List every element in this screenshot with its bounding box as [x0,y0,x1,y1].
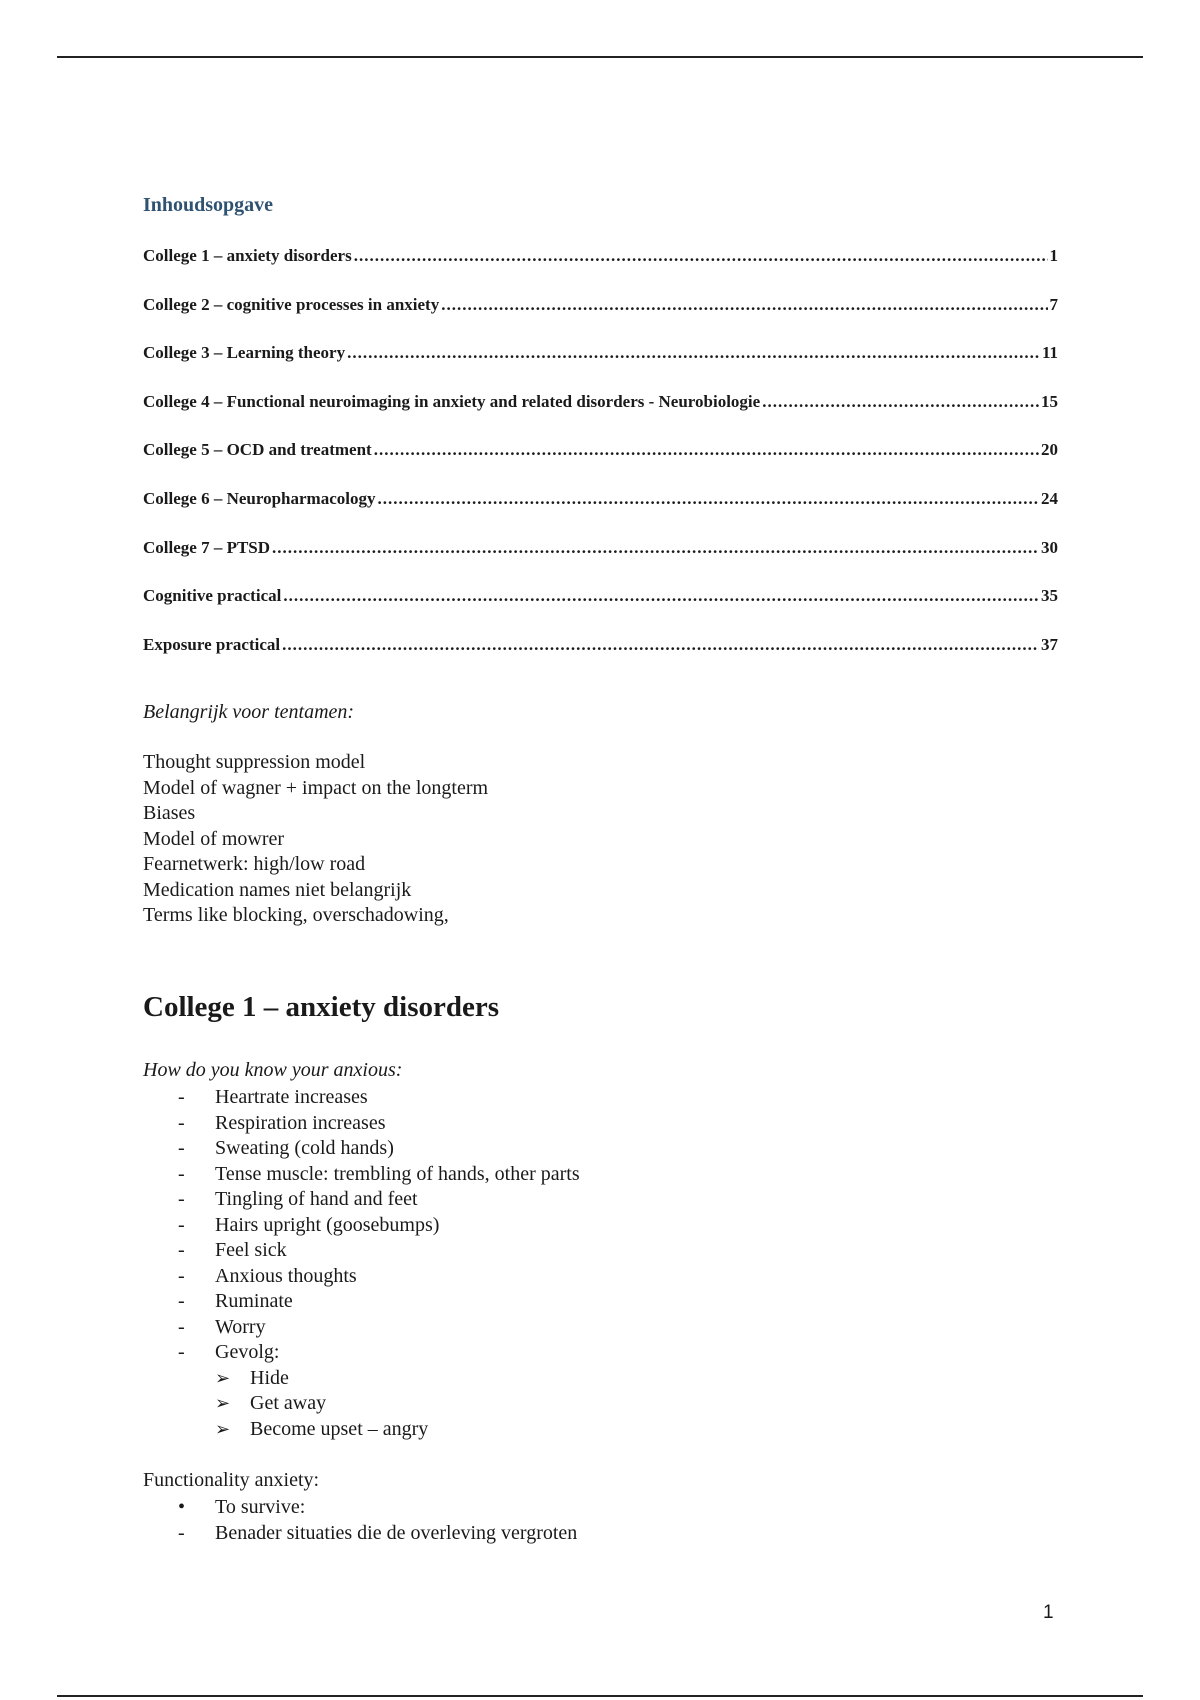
toc-dot-leader [282,633,1039,657]
toc-entry-label: College 2 – cognitive processes in anxiety [143,294,440,314]
toc-dot-leader [374,438,1039,462]
toc-entry-label: College 5 – OCD and treatment [143,440,372,460]
toc-dot-leader [762,390,1039,414]
list-item-text: Ruminate [215,1290,293,1312]
toc-entry[interactable] [143,244,1058,268]
toc-dot-leader [354,244,1048,268]
toc-entry-label: College 1 – anxiety disorders [143,246,352,265]
toc-entry[interactable] [143,341,1058,365]
list-item-text: To survive: [215,1496,306,1518]
toc-entry-label: College 4 – Functional neuroimaging in anxiety and related disorders - Neurobiologie [143,391,761,411]
symptoms-heading: How do you know your anxious: [143,1059,403,1081]
list-item [178,1213,580,1239]
list-item-text: Heartrate increases [215,1086,368,1108]
list-item-text: Hairs upright (goosebumps) [215,1213,440,1236]
toc-entry-label: College 6 – Neuropharmacology [143,488,376,508]
list-item [178,1289,580,1315]
toc-dot-leader [347,341,1040,365]
dash-bullet: - [178,1239,185,1261]
consequence-list [215,1366,580,1443]
dash-bullet: - [178,1213,185,1236]
list-item [178,1111,580,1137]
dash-bullet: - [178,1188,185,1210]
dash-bullet: - [178,1162,185,1185]
arrow-bullet-icon: ➢ [215,1393,231,1413]
toc-entry[interactable] [143,584,1058,608]
list-item [178,1238,580,1264]
list-item-text: Respiration increases [215,1111,386,1134]
list-item [215,1366,580,1392]
exam-note-item: Medication names niet belangrijk [143,878,412,901]
toc-entry-page: 20 [1041,440,1058,460]
list-item-text: Feel sick [215,1239,287,1261]
dash-bullet: - [178,1086,185,1108]
toc-dot-leader [283,584,1039,608]
exam-note-item: Model of wagner + impact on the longterm [143,776,489,799]
toc-entry-page: 15 [1041,391,1058,411]
list-item [178,1340,580,1442]
list-item-text: Anxious thoughts [215,1264,357,1287]
dash-bullet: - [178,1341,185,1363]
list-item [178,1495,577,1521]
list-item-text: Gevolg: [215,1341,280,1363]
list-item [215,1417,580,1443]
functionality-heading: Functionality anxiety: [143,1469,320,1491]
toc-title: Inhoudsopgave [143,194,274,216]
toc-entry-page: 24 [1041,488,1058,508]
list-item-text: Sweating (cold hands) [215,1137,394,1159]
toc-dot-leader [441,293,1047,317]
footer-rule [57,1695,1143,1697]
toc-entry[interactable] [143,438,1058,462]
list-item [178,1521,577,1547]
arrow-bullet-icon: ➢ [215,1418,231,1439]
page-number: 1 [1043,1602,1054,1623]
toc-entry-page: 35 [1041,586,1058,606]
header-rule [57,56,1143,58]
section-heading: College 1 – anxiety disorders [143,991,500,1023]
list-item-text: Get away [250,1392,327,1414]
list-item [178,1187,580,1213]
functionality-list [178,1495,577,1546]
list-item-text: Become upset – angry [250,1417,429,1440]
list-item-text: Tense muscle: trembling of hands, other parts [215,1162,580,1185]
dash-bullet: - [178,1521,185,1544]
list-item-text: Worry [215,1315,266,1338]
toc-entry[interactable] [143,633,1058,657]
dash-bullet: - [178,1264,185,1287]
exam-notes-list [143,750,488,929]
list-item [178,1162,580,1188]
toc-entry[interactable] [143,390,1058,414]
toc-entry[interactable] [143,293,1058,317]
dash-bullet: - [178,1111,185,1134]
dash-bullet: - [178,1290,185,1312]
toc-entry[interactable] [143,487,1058,511]
arrow-bullet-icon: ➢ [215,1367,231,1388]
toc-entry-label: Exposure practical [143,634,281,654]
toc-entry-page: 7 [1049,294,1058,314]
toc-dot-leader [272,536,1039,560]
symptoms-list [178,1085,580,1442]
list-item-text: Hide [250,1366,289,1389]
exam-note-item: Fearnetwerk: high/low road [143,853,366,875]
dash-bullet: - [178,1315,185,1338]
toc-dot-leader [377,487,1039,511]
toc-entry-page: 30 [1041,537,1058,557]
dash-bullet: - [178,1137,185,1159]
exam-note-item: Biases [143,802,196,824]
list-item [178,1264,580,1290]
toc-entry-label: Cognitive practical [143,586,282,606]
toc-entry-label: College 7 – PTSD [143,537,271,557]
exam-note-item: Terms like blocking, overschadowing, [143,904,449,926]
exam-notes-heading: Belangrijk voor tentamen: [143,701,355,723]
toc-list [143,244,1058,657]
toc-entry-page: 37 [1041,634,1058,654]
list-item [178,1085,580,1111]
list-item-text: Tingling of hand and feet [215,1188,418,1210]
list-item [215,1391,580,1417]
list-item-text: Benader situaties die de overleving vergroten [215,1521,578,1544]
round-bullet: • [178,1496,186,1518]
toc-entry-page: 11 [1041,343,1058,363]
exam-note-item: Model of mowrer [143,827,285,850]
exam-note-item: Thought suppression model [143,751,366,773]
toc-entry-label: College 3 – Learning theory [143,343,346,363]
list-item [178,1136,580,1162]
toc-entry-page: 1 [1049,246,1058,265]
list-item [178,1315,580,1341]
toc-entry[interactable] [143,536,1058,560]
